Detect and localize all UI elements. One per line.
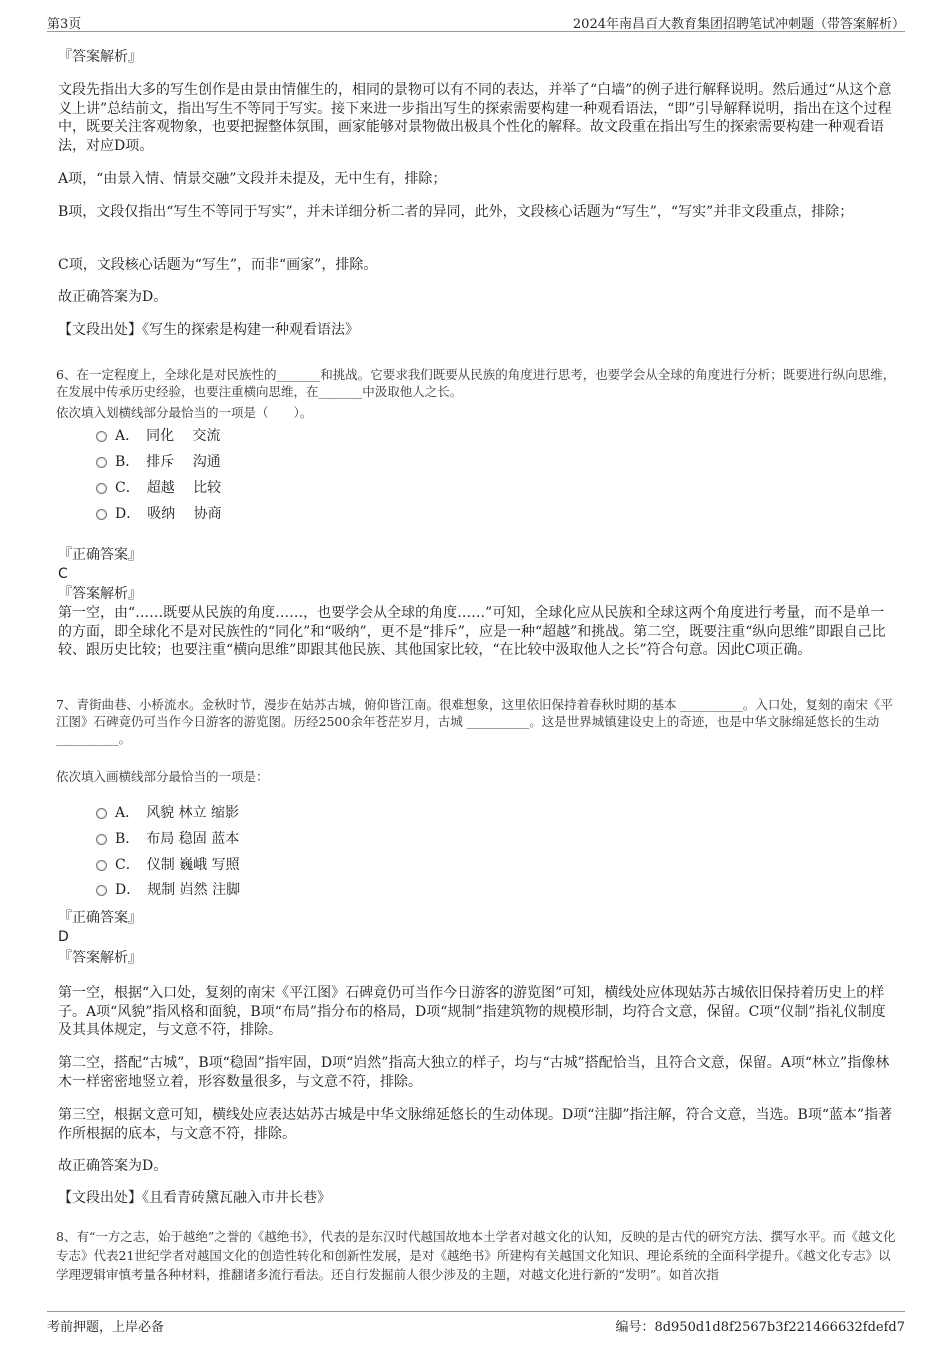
page-number: 第3页 — [47, 17, 82, 32]
q5-source: 【文段出处】《写生的探索是构建一种观看语法》 — [58, 322, 359, 338]
q7-option-c[interactable] — [96, 855, 240, 875]
document-title: 2024年南昌百大教育集团招聘笔试冲刺题（带答案解析） — [572, 17, 905, 32]
q6-option-d[interactable] — [96, 504, 222, 524]
q7-option-a[interactable] — [96, 803, 239, 823]
q8-stem: 8、有“一方之志，始于越绝”之誉的《越绝书》，代表的是东汉时代越国故地本土学者对越文化的认知，反映的是古代的研究方法、撰写水平。而《越文化专志》代表21世纪学者对越国文化的创造性转化和创新性发展，是对《越绝书》所建构有关越国文化知识、理论系统的全面科学提升。《越文化专志》以学理逻辑审慎考量各种材料，推翻诸多流行看法。还自行发掘前人很少涉及的主题，对越文化进行新的“发明”。如首次指 — [56, 1229, 896, 1282]
q5-analysis-text: 文段先指出大多的写生创作是由景由情催生的，相同的景物可以有不同的表达，并举了“白墙”的例子进行解释说明。然后通过“从这个意义上讲”总结前文，指出写生不等同于写实。接下来进一步指出写生的探索需要构建一种观看语法，“即”引导解释说明，指出在这个过程中，既要关注客观物象，也要把握整体氛围，画家能够对景物做出极具个性化的解释。故文段重在指出写生的探索需要构建一种观看语法，对应D项。 — [58, 82, 892, 154]
q7-conclusion: 故正确答案为D。 — [58, 1158, 168, 1174]
q5-option-b-note: B项，文段仅指出“写生不等同于写实”，并未详细分析二者的异同，此外，文段核心话题为“写生”，“写实”并非文段重点，排除； — [58, 204, 854, 220]
q6-option-d-label: D． 吸纳 协商 — [115, 506, 222, 522]
page-footer — [47, 1311, 905, 1336]
q7-correct-answer: D — [58, 929, 69, 945]
footer-slogan: 考前押题，上岸必备 — [47, 1320, 165, 1335]
q7-correct-label: 『正确答案』 — [58, 910, 142, 926]
q6-option-b[interactable] — [96, 452, 221, 472]
q7-option-a-label: A． 风貌 林立 缩影 — [115, 805, 240, 821]
q6-option-c[interactable] — [96, 478, 221, 498]
q7-analysis-p2: 第二空，搭配“古城”，B项“稳固”指牢固，D项“岿然”指高大独立的样子，均与“古城”搭配恰当，且符合文意，保留。A项“林立”指像林木一样密密地竖立着，形容数量很多，与文意不符，排除。 — [58, 1055, 890, 1090]
q5-option-c-note: C项，文段核心话题为“写生”，而非“画家”，排除。 — [58, 257, 378, 273]
radio-icon[interactable] — [96, 509, 107, 520]
q7-prompt: 依次填入画横线部分最恰当的一项是： — [56, 769, 269, 784]
q5-analysis-label: 『答案解析』 — [58, 49, 142, 65]
q6-prompt: 依次填入划横线部分最恰当的一项是（ ）。 — [56, 405, 313, 420]
q6-correct-label: 『正确答案』 — [58, 547, 142, 563]
q6-option-a-label: A． 同化 交流 — [115, 428, 221, 444]
q6-option-a[interactable] — [96, 426, 221, 446]
q7-option-d[interactable] — [96, 880, 240, 900]
radio-icon[interactable] — [96, 457, 107, 468]
q6-option-c-label: C． 超越 比较 — [115, 480, 222, 496]
q7-option-b[interactable] — [96, 829, 239, 849]
radio-icon[interactable] — [96, 860, 107, 871]
q6-analysis-label: 『答案解析』 — [58, 586, 142, 602]
radio-icon[interactable] — [96, 431, 107, 442]
radio-icon[interactable] — [96, 834, 107, 845]
q5-conclusion: 故正确答案为D。 — [58, 289, 168, 305]
radio-icon[interactable] — [96, 885, 107, 896]
q6-correct-answer: C — [58, 566, 68, 582]
page-header — [47, 11, 905, 32]
q6-analysis-text: 第一空，由“……既要从民族的角度……，也要学会从全球的角度……”可知，全球化应从民族和全球这两个角度进行考量，而不是单一的方面，即全球化不是对民族性的“同化”和“吸纳”，更不是“排斥”，应是一种“超越”和挑战。第二空，既要注重“纵向思维”即跟自己比较、跟历史比较；也要注重“横向思维”即跟其他民族、其他国家比较，“在比较中汲取他人之长”符合句意。因此C项正确。 — [58, 605, 886, 658]
q7-analysis-p3: 第三空，根据文意可知，横线处应表达姑苏古城是中华文脉绵延悠长的生动体现。D项“注脚”指注解，符合文意，当选。B项“蓝本”指著作所根据的底本，与文意不符，排除。 — [58, 1107, 893, 1142]
q7-analysis-p1: 第一空，根据“入口处，复刻的南宋《平江图》石碑竟仍可当作今日游客的游览图”可知，横线处应体现姑苏古城依旧保持着历史上的样子。A项“风貌”指风格和面貌，B项“布局”指分布的格局，D项“规制”指建筑物的规模形制，均符合文意，保留。C项“仪制”指礼仪制度及其具体规定，与文意不符，排除。 — [58, 985, 886, 1038]
q7-source: 【文段出处】《且看青砖黛瓦融入市井长巷》 — [58, 1190, 331, 1206]
q6-stem: 6、在一定程度上，全球化是对民族性的_______和挑战。它要求我们既要从民族的角度进行思考，也要学会从全球的角度进行分析；既要进行纵向思维，在发展中传承历史经验，也要注重横向思维，在_______中汲取他人之长。 — [56, 367, 896, 399]
q6-option-b-label: B． 排斥 沟通 — [115, 454, 221, 470]
q7-option-c-label: C． 仪制 巍峨 写照 — [115, 857, 240, 873]
document-id: 编号：8d950d1d8f2567b3f221466632fdefd7 — [615, 1320, 905, 1335]
q7-stem: 7、青街曲巷、小桥流水。金秋时节，漫步在姑苏古城，俯仰皆江南。很难想象，这里依旧保持着春秋时期的基本 __________。入口处，复刻的南宋《平江图》石碑竟仍可当作今日游客的游览图。历经2500余年苍茫岁月，古城 __________。这是世界城镇建设史上的奇迹，也是中华文脉绵延悠长的生动 __________。 — [56, 697, 893, 746]
q7-option-d-label: D． 规制 岿然 注脚 — [115, 882, 241, 898]
q5-option-a-note: A项，“由景入情、情景交融”文段并未提及，无中生有，排除； — [58, 171, 447, 187]
q7-option-b-label: B． 布局 稳固 蓝本 — [115, 831, 240, 847]
q7-analysis-label: 『答案解析』 — [58, 950, 142, 966]
radio-icon[interactable] — [96, 808, 107, 819]
radio-icon[interactable] — [96, 483, 107, 494]
